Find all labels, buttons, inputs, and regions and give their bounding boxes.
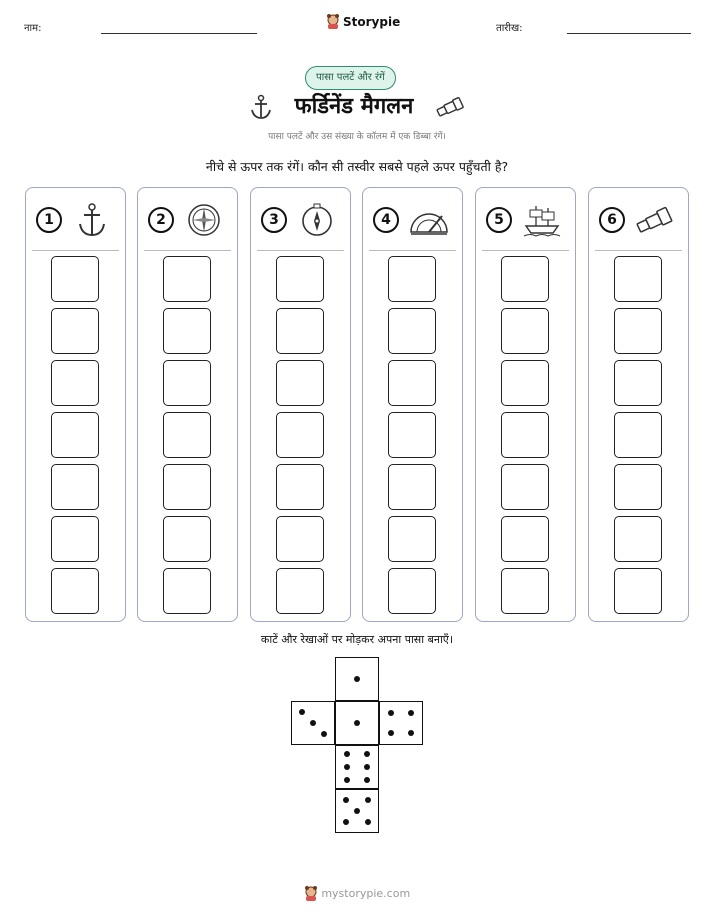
- color-box[interactable]: [51, 360, 99, 406]
- date-label: तारीख:: [496, 23, 523, 34]
- color-box[interactable]: [501, 360, 549, 406]
- dice-pip: [364, 751, 370, 757]
- instruction: नीचे से ऊपर तक रंगें। कौन सी तस्वीर सबसे पहले ऊपर पहुँचती है?: [205, 159, 509, 174]
- column-number: 1: [36, 207, 62, 233]
- cut-instruction: काटें और रेखाओं पर मोड़कर अपना पासा बनाएँ।: [260, 633, 454, 646]
- telescope-icon: [633, 202, 677, 238]
- column-divider: [32, 250, 119, 251]
- dice-pip: [310, 720, 316, 726]
- color-box[interactable]: [276, 464, 324, 510]
- storypie-mascot-icon: [304, 886, 318, 902]
- dice-pip: [344, 751, 350, 757]
- title-text: फर्डिनेंड मैगलन: [294, 94, 414, 119]
- color-box[interactable]: [388, 308, 436, 354]
- protractor-icon: [407, 202, 451, 238]
- dice-pip: [354, 676, 360, 682]
- column-header: [138, 202, 237, 238]
- color-box[interactable]: [276, 360, 324, 406]
- color-box[interactable]: [51, 464, 99, 510]
- color-box[interactable]: [276, 516, 324, 562]
- color-box[interactable]: [163, 464, 211, 510]
- dice-pip: [344, 764, 350, 770]
- color-box[interactable]: [501, 568, 549, 614]
- column-number: 5: [486, 207, 512, 233]
- color-box[interactable]: [614, 516, 662, 562]
- column-divider: [257, 250, 344, 251]
- name-label: नाम:: [24, 23, 42, 34]
- dice-face-4: [379, 701, 423, 745]
- name-line[interactable]: [101, 33, 257, 34]
- dice-face-5: [335, 789, 379, 833]
- color-box[interactable]: [614, 464, 662, 510]
- column-divider: [482, 250, 569, 251]
- color-box[interactable]: [501, 308, 549, 354]
- color-box[interactable]: [163, 360, 211, 406]
- subtitle: पासा पलटें और उस संख्या के कॉलम में एक डिब्बा रंगें।: [268, 132, 446, 142]
- column-divider: [595, 250, 682, 251]
- dice-pip: [408, 730, 414, 736]
- color-box[interactable]: [501, 412, 549, 458]
- anchor-icon: [249, 94, 273, 120]
- activity-badge: पासा पलटें और रंगें: [305, 66, 396, 90]
- color-box[interactable]: [501, 464, 549, 510]
- color-box[interactable]: [388, 464, 436, 510]
- color-box[interactable]: [276, 308, 324, 354]
- column-number: 4: [373, 207, 399, 233]
- dice-pip: [365, 797, 371, 803]
- color-box[interactable]: [388, 256, 436, 302]
- dice-pip: [299, 709, 305, 715]
- dice-pip: [343, 819, 349, 825]
- dice-pip: [354, 720, 360, 726]
- dice-pip: [365, 819, 371, 825]
- color-box[interactable]: [276, 412, 324, 458]
- column-divider: [144, 250, 231, 251]
- color-box[interactable]: [163, 412, 211, 458]
- column-number: 2: [148, 207, 174, 233]
- footer-url: mystorypie.com: [321, 887, 411, 900]
- color-box[interactable]: [51, 308, 99, 354]
- dice-pip: [388, 730, 394, 736]
- compass-icon: [295, 202, 339, 238]
- color-box[interactable]: [501, 516, 549, 562]
- color-box[interactable]: [614, 412, 662, 458]
- anchor-icon: [70, 202, 114, 238]
- date-line[interactable]: [567, 33, 691, 34]
- storypie-mascot-icon: [326, 14, 340, 30]
- page-title: [0, 90, 714, 120]
- dice-pip: [388, 710, 394, 716]
- color-box[interactable]: [51, 516, 99, 562]
- column-number: 3: [261, 207, 287, 233]
- dice-face-1: [335, 701, 379, 745]
- color-box[interactable]: [501, 256, 549, 302]
- dice-pip: [321, 731, 327, 737]
- dice-pip: [364, 777, 370, 783]
- column-divider: [369, 250, 456, 251]
- color-box[interactable]: [163, 516, 211, 562]
- color-box[interactable]: [614, 256, 662, 302]
- color-box[interactable]: [163, 256, 211, 302]
- dice-pip: [344, 777, 350, 783]
- dice-pip: [343, 797, 349, 803]
- color-box[interactable]: [51, 412, 99, 458]
- column-header: [251, 202, 350, 238]
- color-box[interactable]: [614, 360, 662, 406]
- color-box[interactable]: [614, 308, 662, 354]
- color-box[interactable]: [388, 360, 436, 406]
- column-3: [250, 187, 351, 622]
- color-box[interactable]: [614, 568, 662, 614]
- compass-rose-icon: [182, 202, 226, 238]
- color-box[interactable]: [276, 256, 324, 302]
- color-box[interactable]: [276, 568, 324, 614]
- column-header: [589, 202, 688, 238]
- column-header: [26, 202, 125, 238]
- dice-pip: [364, 764, 370, 770]
- column-header: [363, 202, 462, 238]
- column-2: [137, 187, 238, 622]
- column-4: [362, 187, 463, 622]
- footer: [0, 886, 714, 902]
- column-header: [476, 202, 575, 238]
- color-box[interactable]: [388, 412, 436, 458]
- dice-pip: [408, 710, 414, 716]
- color-box[interactable]: [163, 308, 211, 354]
- telescope-icon: [435, 96, 465, 118]
- ship-icon: [520, 202, 564, 238]
- color-box[interactable]: [163, 568, 211, 614]
- column-number: 6: [599, 207, 625, 233]
- column-6: [588, 187, 689, 622]
- dice-face-3: [291, 701, 335, 745]
- color-box[interactable]: [388, 568, 436, 614]
- storypie-logo: [326, 14, 400, 30]
- color-box[interactable]: [388, 516, 436, 562]
- dice-pip: [354, 808, 360, 814]
- dice-face-1: [335, 657, 379, 701]
- dice-face-6: [335, 745, 379, 789]
- color-box[interactable]: [51, 568, 99, 614]
- column-1: [25, 187, 126, 622]
- color-box[interactable]: [51, 256, 99, 302]
- logo-text: Storypie: [343, 15, 401, 29]
- column-5: [475, 187, 576, 622]
